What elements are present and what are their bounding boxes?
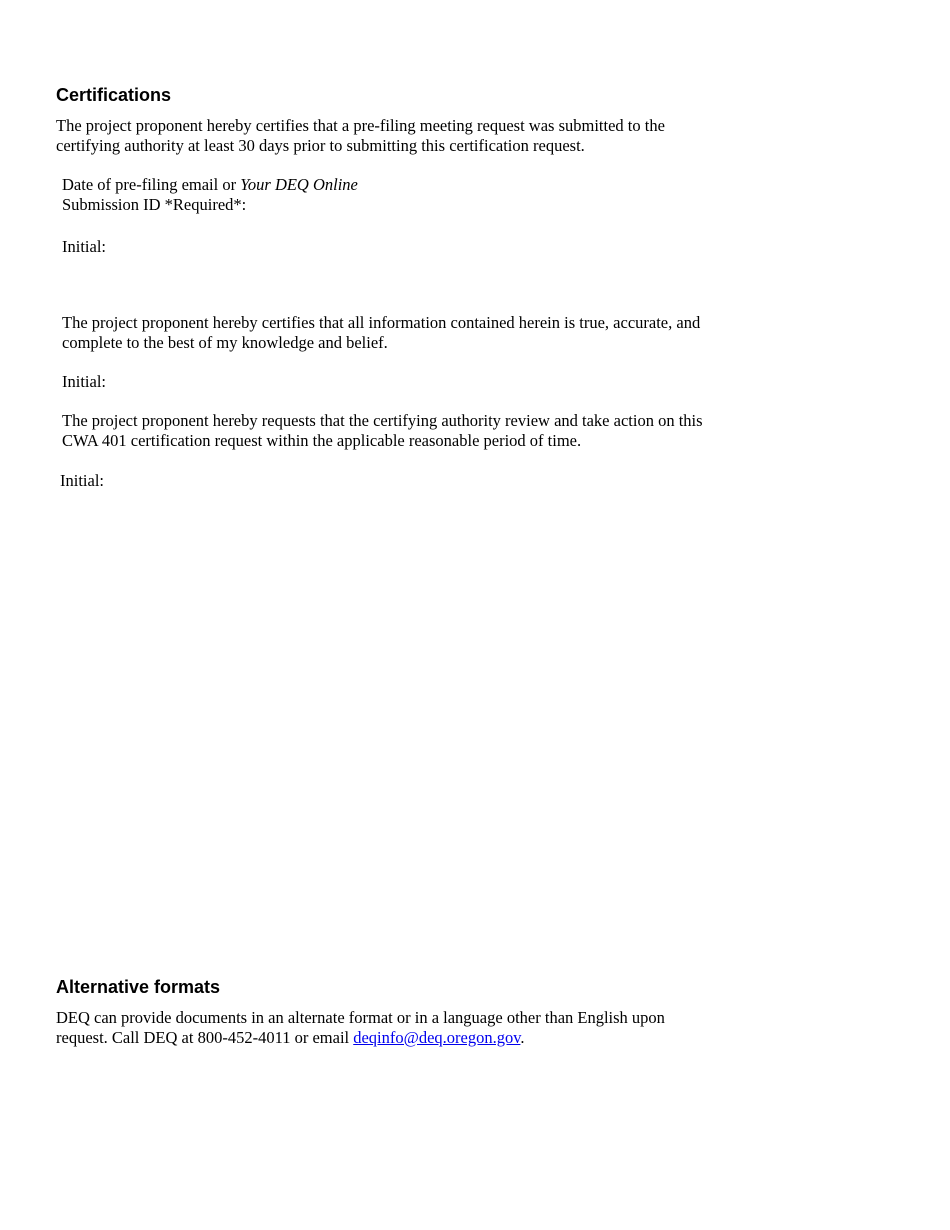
prefiling-date-label-line-2: Submission ID *Required*: xyxy=(62,194,247,214)
accuracy-certification-line-2: complete to the best of my knowledge and belief. xyxy=(62,332,388,352)
review-request-line-2: CWA 401 certification request within the applicable reasonable period of time. xyxy=(62,430,582,450)
certifications-heading: Certifications xyxy=(56,85,172,105)
accuracy-certification-line-1: The project proponent hereby certifies that all information contained herein is true, accurate, and xyxy=(62,313,701,332)
accuracy-certification-paragraph xyxy=(62,313,700,352)
prefiling-certification-line-2: certifying authority at least 30 days prior to submitting this certification request. xyxy=(56,135,585,155)
alternative-formats-paragraph xyxy=(56,1008,665,1047)
review-request-line-1: The project proponent hereby requests that the certifying authority review and take action on this xyxy=(62,411,703,430)
prefiling-date-label-line-1 xyxy=(62,175,358,195)
prefiling-certification-paragraph xyxy=(56,116,665,155)
alternative-formats-contact-text: request. Call DEQ at 800-452-4011 or email xyxy=(56,1027,354,1047)
prefiling-date-label-text: Date of pre-filing email or xyxy=(62,175,241,194)
alternative-formats-line-2 xyxy=(56,1028,665,1048)
initial-label-review: Initial: xyxy=(60,471,104,490)
initial-label-accuracy: Initial: xyxy=(62,372,106,391)
initial-label-prefiling: Initial: xyxy=(62,237,106,256)
prefiling-certification-line-1: The project proponent hereby certifies that a pre-filing meeting request was submitted to the xyxy=(56,116,665,135)
prefiling-date-field-label xyxy=(62,175,358,214)
alternative-formats-period: . xyxy=(520,1027,525,1047)
alternative-formats-line-1: DEQ can provide documents in an alternate format or in a language other than English upon xyxy=(56,1008,665,1027)
your-deq-online-text: Your DEQ Online xyxy=(240,175,358,194)
alternative-formats-heading: Alternative formats xyxy=(56,977,221,997)
deq-email-link[interactable]: deqinfo@deq.oregon.gov xyxy=(353,1027,521,1047)
review-request-paragraph xyxy=(62,411,703,450)
